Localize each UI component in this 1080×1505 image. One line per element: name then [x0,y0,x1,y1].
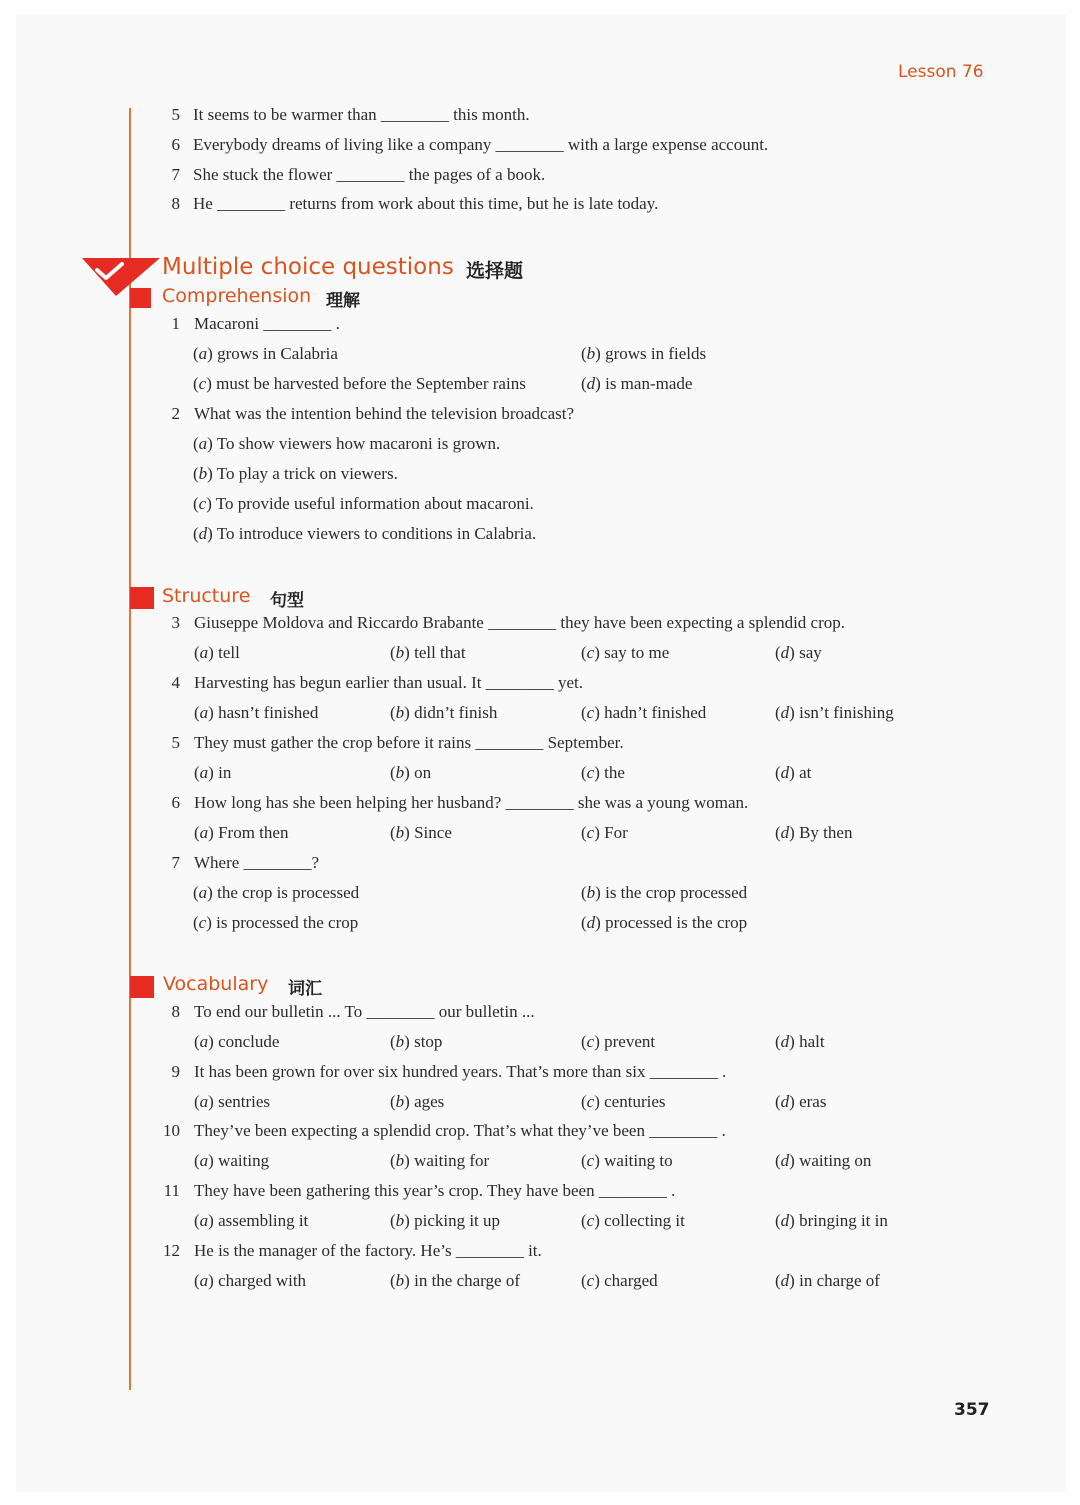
section-title-vocabulary: Vocabulary [163,973,269,995]
answer-option [193,343,338,365]
section-marker [130,587,154,609]
text-part: the pages of a book. [404,165,546,184]
answer-option [194,1091,270,1113]
option-label: (a) [193,883,213,902]
option-text: From then [218,823,289,842]
option-text: the [604,763,625,782]
answer-option [581,1270,658,1292]
text-part: Everybody dreams of living like a company [193,135,496,154]
answer-option [193,463,398,485]
option-text: in the charge of [414,1271,520,1290]
answer-option [194,1150,269,1172]
option-label: (b) [390,1151,410,1170]
answer-option [775,1091,826,1113]
section-marker [130,976,154,998]
answer-option [581,702,706,724]
answer-option [775,642,822,664]
option-text: To introduce viewers to conditions in Calabria. [216,524,537,543]
question-number: 9 [171,1062,180,1081]
option-label: (d) [193,524,213,543]
mcq-title-zh: 选择题 [466,260,524,282]
answer-option [194,822,288,844]
option-text: hadn’t finished [604,703,707,722]
option-text: processed is the crop [605,913,748,932]
answer-option [194,642,240,664]
answer-option [581,642,669,664]
question-number: 7 [171,165,180,184]
option-text: To play a trick on viewers. [216,464,398,483]
option-label: (d) [581,913,601,932]
option-text: waiting on [799,1151,872,1170]
answer-option [390,1210,500,1232]
answer-option [581,822,628,844]
question-text [193,104,530,126]
option-label: (d) [775,1211,795,1230]
answer-option [193,373,526,395]
option-label: (a) [193,434,213,453]
option-text: say to me [604,643,670,662]
question-text: What was the intention behind the television broadcast? [194,404,575,423]
option-label: (a) [194,763,214,782]
section-zh-structure: 句型 [270,591,304,611]
section-marker [130,288,151,308]
question-number: 11 [163,1181,180,1200]
question-number: 5 [171,733,180,752]
question-text [193,193,658,215]
option-label: (a) [194,823,214,842]
option-label: (c) [581,1211,600,1230]
question-text: How long has she been helping her husband? ________ she was a young woman. [194,793,749,812]
option-label: (a) [194,1032,214,1051]
option-text: conclude [218,1032,280,1051]
option-label: (d) [775,703,795,722]
option-text: grows in fields [605,344,707,363]
question-text: Macaroni ________ . [194,314,340,333]
option-text: For [604,823,628,842]
question-text: It has been grown for over six hundred years. That’s more than six ________ . [194,1062,727,1081]
option-text: is the crop processed [605,883,748,902]
question-number: 3 [171,613,180,632]
question-text: Harvesting has begun earlier than usual. It ________ yet. [194,673,584,692]
option-text: bringing it in [799,1211,888,1230]
option-text: in charge of [799,1271,880,1290]
answer-option [194,762,231,784]
answer-option [775,1031,825,1053]
question-text [193,134,768,156]
option-label: (b) [390,643,410,662]
option-label: (c) [581,643,600,662]
section-title-structure: Structure [162,585,251,607]
answer-option [194,1270,306,1292]
answer-blank: ________ [380,105,449,124]
answer-option [194,1210,308,1232]
option-text: charged [604,1271,658,1290]
option-label: (b) [390,1092,410,1111]
text-part: It seems to be warmer than [193,105,381,124]
option-label: (b) [390,823,410,842]
section-zh-comprehension: 理解 [326,291,360,311]
lesson-header: Lesson 76 [898,62,984,82]
question-text: He is the manager of the factory. He’s ________ it. [194,1241,542,1260]
answer-option [390,642,466,664]
option-text: tell that [414,643,466,662]
option-text: By then [799,823,853,842]
option-text: picking it up [414,1211,501,1230]
option-label: (d) [775,823,795,842]
option-label: (c) [581,703,600,722]
option-label: (b) [390,1271,410,1290]
option-text: centuries [604,1092,666,1111]
option-label: (c) [581,823,600,842]
option-label: (c) [193,494,212,513]
question-number: 6 [171,793,180,812]
option-label: (b) [193,464,213,483]
answer-option [581,1150,673,1172]
answer-option [390,1150,489,1172]
answer-option [390,1031,442,1053]
option-text: prevent [604,1032,656,1051]
option-label: (c) [581,1151,600,1170]
option-text: To provide useful information about macaroni. [215,494,534,513]
option-label: (a) [194,1151,214,1170]
option-text: sentries [218,1092,271,1111]
option-label: (d) [775,1092,795,1111]
question-text: To end our bulletin ... To ________ our bulletin ... [194,1002,535,1021]
option-text: on [414,763,432,782]
option-text: tell [218,643,240,662]
answer-option [581,912,747,934]
option-label: (a) [194,1211,214,1230]
answer-option [193,912,358,934]
option-text: ages [414,1092,445,1111]
option-text: didn’t finish [414,703,498,722]
answer-option [194,702,318,724]
option-text: collecting it [604,1211,685,1230]
question-number: 8 [171,194,180,213]
option-label: (b) [581,344,601,363]
answer-option [775,1270,880,1292]
question-number: 8 [171,1002,180,1021]
answer-option [581,373,692,395]
answer-option [581,1210,685,1232]
option-text: hasn’t finished [218,703,319,722]
answer-option [775,1210,888,1232]
answer-option [775,1150,871,1172]
option-label: (c) [581,1032,600,1051]
option-label: (d) [775,1151,795,1170]
mcq-title: Multiple choice questions [162,254,454,280]
option-text: the crop is processed [217,883,360,902]
answer-option [581,762,625,784]
option-text: isn’t finishing [799,703,894,722]
answer-option [390,762,431,784]
option-label: (c) [581,763,600,782]
question-text: Where ________? [194,853,320,872]
option-text: To show viewers how macaroni is grown. [216,434,501,453]
option-label: (b) [390,1032,410,1051]
option-label: (b) [581,883,601,902]
option-text: eras [799,1092,827,1111]
option-label: (b) [390,703,410,722]
question-text: They have been gathering this year’s crop. They have been ________ . [194,1181,676,1200]
option-label: (a) [193,344,213,363]
option-text: waiting [218,1151,270,1170]
question-number: 7 [171,853,180,872]
option-label: (d) [775,1271,795,1290]
option-text: say [799,643,822,662]
answer-option [194,1031,279,1053]
question-text [193,164,545,186]
option-label: (a) [194,703,214,722]
option-label: (d) [581,374,601,393]
answer-option [193,433,500,455]
answer-option [390,1091,444,1113]
answer-option [581,882,747,904]
option-label: (d) [775,1032,795,1051]
option-label: (a) [194,643,214,662]
option-text: stop [414,1032,443,1051]
answer-option [390,822,452,844]
answer-option [193,523,536,545]
answer-option [193,882,359,904]
answer-option [390,1270,520,1292]
answer-option [775,822,852,844]
option-label: (c) [193,913,212,932]
option-text: in [218,763,232,782]
option-label: (c) [193,374,212,393]
section-zh-vocabulary: 词汇 [288,979,322,999]
option-text: is processed the crop [216,913,359,932]
text-part: this month. [448,105,530,124]
option-text: halt [799,1032,825,1051]
option-label: (b) [390,763,410,782]
option-label: (c) [581,1271,600,1290]
answer-option [775,762,811,784]
option-text: at [799,763,812,782]
section-title-comprehension: Comprehension [162,285,312,307]
answer-blank: ________ [336,165,405,184]
answer-blank: ________ [217,194,286,213]
text-part: with a large expense account. [563,135,769,154]
answer-option [775,702,894,724]
option-label: (d) [775,763,795,782]
question-number: 5 [171,105,180,124]
question-number: 1 [171,314,180,333]
question-text: They must gather the crop before it rains ________ September. [194,733,624,752]
option-text: is man-made [605,374,693,393]
option-label: (d) [775,643,795,662]
option-text: charged with [218,1271,307,1290]
page-number: 357 [954,1400,990,1420]
option-text: grows in Calabria [217,344,338,363]
text-part: returns from work about this time, but he is late today. [285,194,659,213]
question-number: 10 [163,1121,180,1140]
option-text: must be harvested before the September rains [216,374,526,393]
answer-option [390,702,497,724]
option-label: (a) [194,1271,214,1290]
text-part: He [193,194,218,213]
option-text: assembling it [218,1211,309,1230]
question-number: 2 [171,404,180,423]
answer-option [581,1091,666,1113]
option-label: (c) [581,1092,600,1111]
option-label: (b) [390,1211,410,1230]
answer-option [581,1031,655,1053]
option-label: (a) [194,1092,214,1111]
answer-option [193,493,534,515]
answer-option [581,343,706,365]
answer-blank: ________ [495,135,564,154]
option-text: waiting for [414,1151,490,1170]
question-text: Giuseppe Moldova and Riccardo Brabante ________ they have been expecting a splendid crop. [194,613,845,632]
question-number: 12 [163,1241,180,1260]
question-number: 4 [171,673,180,692]
question-number: 6 [171,135,180,154]
option-text: Since [414,823,452,842]
option-text: waiting to [604,1151,673,1170]
question-text: They’ve been expecting a splendid crop. That’s what they’ve been ________ . [194,1121,726,1140]
text-part: She stuck the flower [193,165,337,184]
